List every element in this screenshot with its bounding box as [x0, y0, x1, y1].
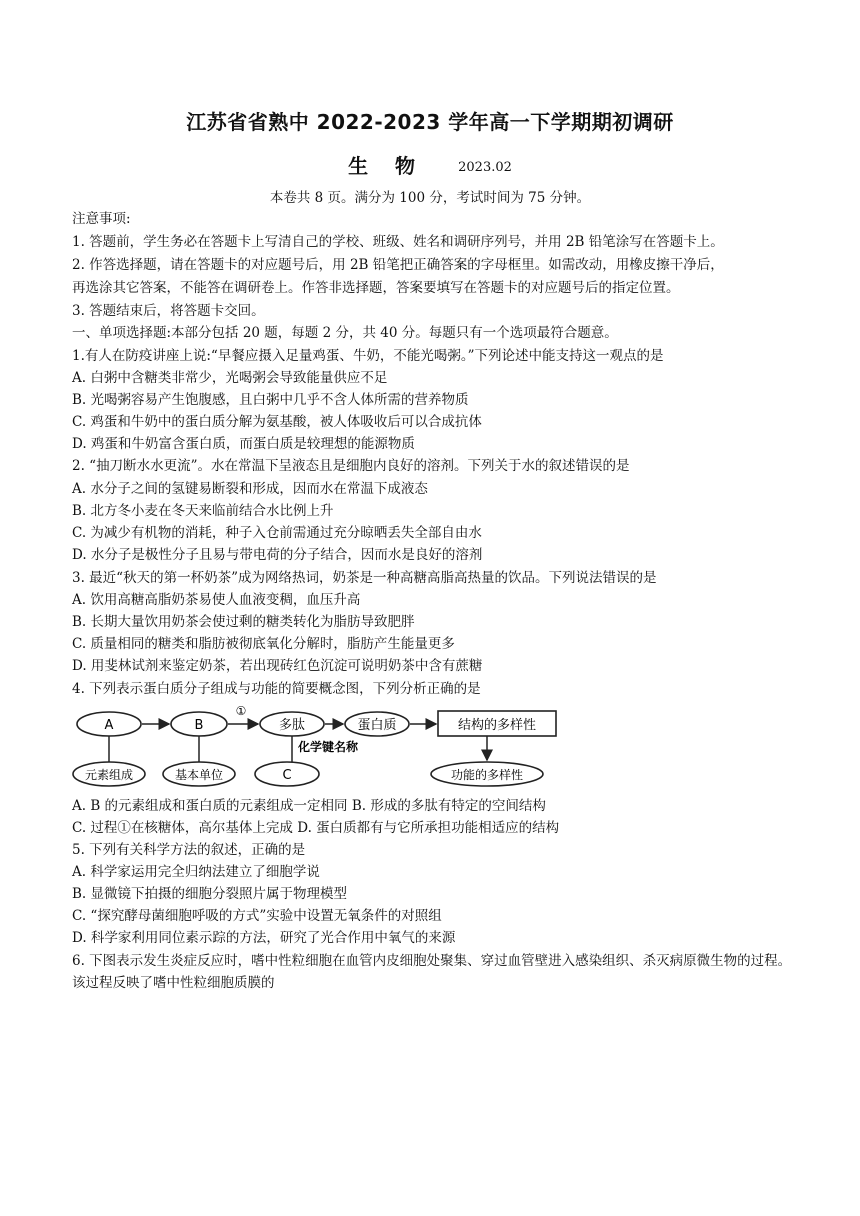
question-2-option-a: A. 水分子之间的氢键易断裂和形成，因而水在常温下成液态	[72, 481, 428, 497]
element-composition-label: 元素组成	[84, 768, 134, 782]
bond-name-label: 化学键名称	[298, 740, 359, 754]
question-4-options-cd: C. 过程①在核糖体，高尔基体上完成 D. 蛋白质都有与它所承担功能相适应的结构	[72, 820, 560, 836]
question-1-option-d: D. 鸡蛋和牛奶富含蛋白质，而蛋白质是较理想的能源物质	[72, 436, 415, 452]
question-3-option-d: D. 用斐林试剂来鉴定奶茶，若出现砖红色沉淀可说明奶茶中含有蔗糖	[72, 658, 483, 674]
polypeptide-label: 多肽	[278, 718, 306, 733]
function-diversity-label: 功能的多样性	[450, 768, 524, 782]
question-3-option-a: A. 饮用高糖高脂奶茶易使人血液变稠，血压升高	[72, 592, 361, 608]
note-item: 2. 作答选择题，请在答题卡的对应题号后，用 2B 铅笔把正确答案的字母框里。如需改动，用橡皮擦干净后，	[72, 257, 724, 273]
section-heading: 一、单项选择题:本部分包括 20 题，每题 2 分，共 40 分。每题只有一个选项最符合题意。	[72, 325, 618, 341]
question-5-option-b: B. 显微镜下拍摄的细胞分裂照片属于物理模型	[72, 886, 348, 902]
protein-concept-diagram	[72, 700, 562, 792]
question-3-option-b: B. 长期大量饮用奶茶会使过剩的糖类转化为脂肪导致肥胖	[72, 614, 415, 630]
question-1-option-c: C. 鸡蛋和牛奶中的蛋白质分解为氨基酸，被人体吸收后可以合成抗体	[72, 414, 482, 430]
node-b-label: B	[194, 718, 204, 733]
note-item: 再选涂其它答案，不能答在调研卷上。作答非选择题，答案要填写在答题卡的对应题号后的指定位置。	[72, 280, 680, 296]
question-1-option-a: A. 白粥中含糖类非常少，光喝粥会导致能量供应不足	[72, 370, 388, 386]
question-1-stem: 1.有人在防疫讲座上说:“早餐应摄入足量鸡蛋、牛奶，不能光喝粥。”下列论述中能支持这一观点的是	[72, 348, 664, 364]
subject-name: 生 物	[348, 154, 426, 178]
question-5-option-a: A. 科学家运用完全归纳法建立了细胞学说	[72, 864, 320, 880]
question-5-option-d: D. 科学家利用同位素示踪的方法，研究了光合作用中氧气的来源	[72, 930, 456, 946]
structure-diversity-label: 结构的多样性	[457, 718, 537, 733]
question-2-stem: 2. “抽刀断水水更流”。水在常温下呈液态且是细胞内良好的溶剂。下列关于水的叙述错误的是	[72, 458, 630, 474]
question-5-option-c: C. “探究酵母菌细胞呼吸的方式”实验中设置无氧条件的对照组	[72, 908, 442, 924]
question-2-option-d: D. 水分子是极性分子且易与带电荷的分子结合，因而水是良好的溶剂	[72, 547, 483, 563]
question-4-stem: 4. 下列表示蛋白质分子组成与功能的简要概念图，下列分析正确的是	[72, 681, 481, 697]
question-4-options-ab: A. B 的元素组成和蛋白质的元素组成一定相同 B. 形成的多肽有特定的空间结构	[72, 798, 546, 814]
question-2-option-c: C. 为减少有机物的消耗，种子入仓前需通过充分晾晒丢失全部自由水	[72, 525, 482, 541]
exam-date: 2023.02	[458, 160, 512, 175]
question-5-stem: 5. 下列有关科学方法的叙述，正确的是	[72, 842, 306, 858]
protein-label: 蛋白质	[357, 718, 397, 733]
question-1-option-b: B. 光喝粥容易产生饱腹感，且白粥中几乎不含人体所需的营养物质	[72, 392, 469, 408]
question-2-option-b: B. 北方冬小麦在冬天来临前结合水比例上升	[72, 503, 334, 519]
exam-title: 江苏省省熟中 2022-2023 学年高一下学期期初调研	[186, 110, 674, 134]
question-6-stem: 6. 下图表示发生炎症反应时，嗜中性粒细胞在血管内皮细胞处聚集、穿过血管壁进入感染组织、杀灭病原微生物的过程。该过程反映了嗜中性粒细胞质膜的	[72, 953, 792, 991]
step-1-label: ①	[235, 704, 247, 718]
question-3-option-c: C. 质量相同的糖类和脂肪被彻底氧化分解时，脂肪产生能量更多	[72, 636, 455, 652]
note-item: 1. 答题前，学生务必在答题卡上写清自己的学校、班级、姓名和调研序列号，并用 2B 铅笔涂写在答题卡上。	[72, 234, 724, 250]
question-3-stem: 3. 最近“秋天的第一杯奶茶”成为网络热词，奶茶是一种高糖高脂高热量的饮品。下列说法错误的是	[72, 570, 657, 586]
notes-heading: 注意事项:	[72, 211, 131, 227]
node-c-label: C	[282, 768, 292, 783]
node-a-label: A	[104, 718, 114, 733]
subject-row	[0, 150, 860, 179]
note-item: 3. 答题结束后，将答题卡交回。	[72, 303, 265, 319]
basic-unit-label: 基本单位	[174, 768, 224, 782]
exam-info: 本卷共 8 页。满分为 100 分，考试时间为 75 分钟。	[269, 190, 591, 206]
